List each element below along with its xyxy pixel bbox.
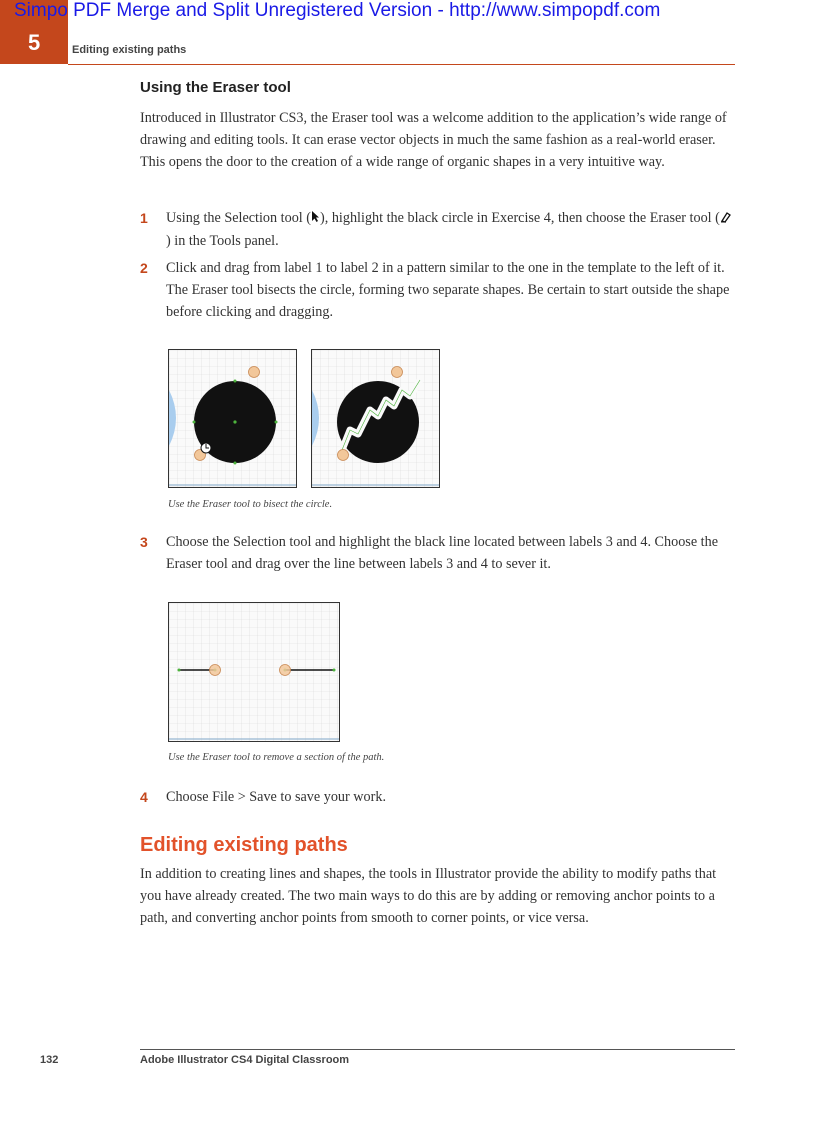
section-2-paragraph: In addition to creating lines and shapes, the tools in Illustrator provide the ability to modify paths that you have already created. The two main ways to do this are by adding or removing anchor points to a path, and converting anchor points from smooth to corner points, or vice versa. — [140, 866, 717, 926]
book-title: Adobe Illustrator CS4 Digital Classroom — [140, 1054, 350, 1066]
figure-circle-before — [168, 349, 297, 488]
chapter-number: 5 — [28, 30, 41, 55]
step-1-text-c: ) in the Tools panel. — [166, 232, 279, 249]
section-heading: Using the Eraser tool — [140, 79, 291, 96]
figure-circle-after — [311, 349, 440, 488]
cursor-icon — [201, 443, 211, 453]
step-4-text: Choose File > Save to save your work. — [166, 789, 386, 805]
step-2-text: Click and drag from label 1 to label 2 in a pattern similar to the one in the template to the left of it. The Eraser tool bisects the circle, forming two separate shapes. Be certain to start outside the shape before clicking and dragging. — [166, 260, 730, 320]
figure-line-path — [168, 602, 340, 742]
watermark-banner[interactable]: Simpo PDF Merge and Split Unregistered Version - http://www.simpopdf.com — [14, 0, 661, 21]
eraser-tool-icon — [720, 208, 732, 230]
running-head: Editing existing paths — [72, 44, 187, 56]
section-2-heading: Editing existing paths — [140, 834, 348, 856]
page-number: 132 — [40, 1054, 59, 1066]
intro-paragraph: Introduced in Illustrator CS3, the Eraser tool was a welcome addition to the application’s wide range of drawing and editing tools. It can erase vector objects in much the same fashion as a real-world eraser. This opens the door to the creation of a wide range of organic shapes in a very intuitive way. — [140, 110, 727, 170]
step-1-text — [166, 207, 736, 252]
step-1-text-a: Using the Selection tool ( — [166, 210, 312, 226]
header-rule — [68, 64, 735, 65]
step-3-text: Choose the Selection tool and highlight the black line located between labels 3 and 4. Choose the Eraser tool and drag over the line between labels 3 and 4 to sever it. — [166, 534, 718, 572]
step-4-number: 4 — [140, 789, 148, 805]
step-3-number: 3 — [140, 534, 148, 550]
footer-rule — [140, 1049, 735, 1050]
step-1-number: 1 — [140, 210, 148, 226]
selection-tool-icon — [311, 208, 320, 230]
step-2-number: 2 — [140, 260, 148, 276]
figure-caption-2: Use the Eraser tool to remove a section of the path. — [168, 752, 385, 763]
figure-caption-1: Use the Eraser tool to bisect the circle. — [168, 499, 333, 510]
step-1-text-b: ), highlight the black circle in Exercise 4, then choose the Eraser tool ( — [320, 210, 720, 226]
